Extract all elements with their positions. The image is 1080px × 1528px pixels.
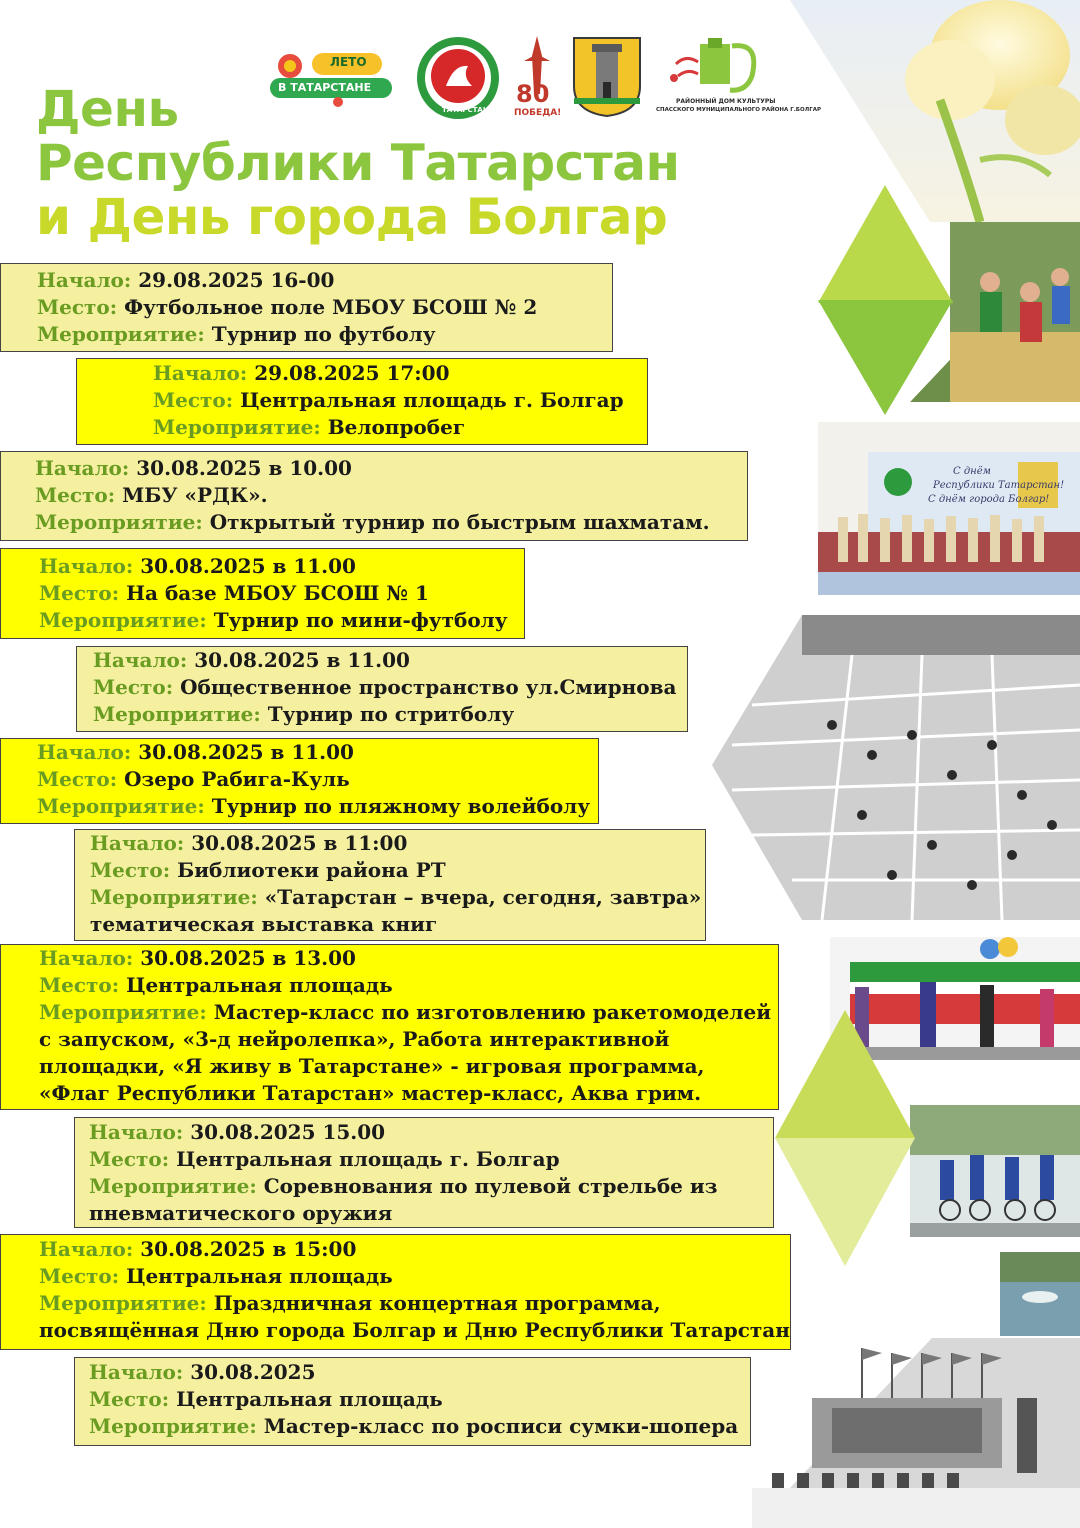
event-place-row <box>39 580 524 607</box>
event-description: Мастер-класс по изготовлению ракетомоделей <box>213 1000 772 1024</box>
event-place-row <box>37 766 598 793</box>
event-card-6 <box>0 738 599 824</box>
event-place-row <box>93 674 687 701</box>
event-place: Центральная площадь г. Болгар <box>240 388 624 412</box>
pobeda-number: 80 <box>516 80 550 108</box>
event-description: Соревнования по пулевой стрельбе из <box>263 1174 718 1198</box>
event-place-row <box>39 1263 790 1290</box>
event-label: Мероприятие: <box>39 1291 207 1315</box>
event-label: Мероприятие: <box>89 1414 257 1438</box>
event-start: 30.08.2025 <box>190 1360 316 1384</box>
event-description-line: площадки, «Я живу в Татарстане» - игровая программа, <box>39 1054 705 1078</box>
event-place: Центральная площадь <box>126 1264 393 1288</box>
event-start-row <box>39 1236 790 1263</box>
event-start: 30.08.2025 в 10.00 <box>136 456 352 480</box>
place-label: Место: <box>39 973 120 997</box>
event-start: 30.08.2025 в 15:00 <box>140 1237 357 1261</box>
event-place-row <box>35 482 747 509</box>
place-label: Место: <box>37 767 118 791</box>
start-label: Начало: <box>37 268 132 292</box>
event-place-row <box>39 972 778 999</box>
event-card-8 <box>0 944 779 1110</box>
event-label: Мероприятие: <box>39 608 207 632</box>
event-place: Футбольное поле МБОУ БСОШ № 2 <box>124 295 538 319</box>
place-label: Место: <box>90 858 171 882</box>
event-start: 29.08.2025 17:00 <box>254 361 450 385</box>
chess-square-photo <box>712 615 1080 920</box>
pobeda-logo <box>514 36 560 122</box>
event-description: Велопробег <box>327 415 466 439</box>
place-label: Место: <box>153 388 234 412</box>
start-label: Начало: <box>93 648 188 672</box>
event-description-line: пневматического оружия <box>89 1201 393 1225</box>
start-label: Начало: <box>90 831 185 855</box>
event-start-row <box>37 267 612 294</box>
event-start-row <box>90 830 705 857</box>
title-line-3: и День города Болгар <box>36 188 668 246</box>
event-description-row <box>39 607 524 634</box>
rdk-line1: РАЙОННЫЙ ДОМ КУЛЬТУРЫ <box>676 98 776 105</box>
event-card-1 <box>0 263 613 352</box>
event-description: Турнир по футболу <box>211 322 436 346</box>
old-square-photo <box>752 1338 1080 1528</box>
event-place-row <box>37 294 612 321</box>
leto-line2: В ТАТАРСТАНЕ <box>278 81 372 94</box>
emblem-label: ТАТАРСТАН <box>442 106 489 114</box>
green-triangle-3 <box>775 1010 915 1140</box>
event-place: Центральная площадь г. Болгар <box>176 1147 560 1171</box>
event-place-row <box>153 387 647 414</box>
start-label: Начало: <box>89 1360 184 1384</box>
event-card-7 <box>74 829 706 941</box>
event-description-line: «Флаг Республики Татарстан» мастер-класс, Аква грим. <box>39 1081 702 1105</box>
event-description: Турнир по мини-футболу <box>213 608 508 632</box>
event-description-row <box>37 321 612 348</box>
rdk-logo <box>656 36 822 118</box>
event-place: На базе МБОУ БСОШ № 1 <box>126 581 429 605</box>
event-description-row <box>89 1173 773 1200</box>
event-description-line: посвящённая Дню города Болгар и Дню Республики Татарстан <box>39 1318 790 1342</box>
event-description: Праздничная концертная программа, <box>213 1291 661 1315</box>
bolgar-coat-of-arms <box>572 36 642 118</box>
event-start: 30.08.2025 в 13.00 <box>140 946 356 970</box>
event-label: Мероприятие: <box>37 794 205 818</box>
event-description-row <box>153 414 647 441</box>
event-description-row <box>93 701 687 728</box>
event-place: Общественное пространство ул.Смирнова <box>180 675 677 699</box>
start-label: Начало: <box>39 1237 134 1261</box>
event-label: Мероприятие: <box>93 702 261 726</box>
event-description: Турнир по пляжному волейболу <box>211 794 591 818</box>
event-label: Мероприятие: <box>35 510 203 534</box>
place-label: Место: <box>39 581 120 605</box>
event-card-10 <box>0 1234 791 1350</box>
tatarstan-emblem <box>416 36 500 120</box>
event-description: Мастер-класс по росписи сумки-шопера <box>263 1414 739 1438</box>
banner-line-1: С днём <box>953 466 991 477</box>
event-card-2 <box>76 358 648 445</box>
event-place-row <box>90 857 705 884</box>
title-line-2: Республики Татарстан <box>36 134 680 192</box>
bicycle-photo <box>910 1105 1080 1237</box>
event-start: 30.08.2025 в 11:00 <box>191 831 408 855</box>
event-description-row <box>39 1290 790 1317</box>
start-label: Начало: <box>35 456 130 480</box>
banner-line-3: С днём города Болгар! <box>928 494 1050 505</box>
place-label: Место: <box>39 1264 120 1288</box>
event-start-row <box>35 455 747 482</box>
event-card-11 <box>74 1357 751 1446</box>
event-place: Озеро Рабига-Куль <box>124 767 350 791</box>
event-card-5 <box>76 646 688 732</box>
place-label: Место: <box>89 1147 170 1171</box>
event-description-row <box>35 509 747 536</box>
event-description-line: тематическая выставка книг <box>90 912 438 936</box>
event-description-row <box>39 999 778 1026</box>
event-label: Мероприятие: <box>37 322 205 346</box>
event-place: Центральная площадь <box>176 1387 443 1411</box>
start-label: Начало: <box>39 946 134 970</box>
stage-photo <box>818 422 1080 595</box>
place-label: Место: <box>35 483 116 507</box>
event-description-row <box>37 793 598 820</box>
event-description-row <box>90 884 705 911</box>
start-label: Начало: <box>39 554 134 578</box>
pobeda-text: ПОБЕДА! <box>514 108 562 118</box>
event-description: Турнир по стритболу <box>267 702 515 726</box>
event-start-row <box>39 553 524 580</box>
event-card-9 <box>74 1117 774 1228</box>
leto-logo <box>268 50 394 110</box>
event-start-row <box>153 360 647 387</box>
leto-line1: ЛЕТО <box>330 55 367 69</box>
event-start-row <box>89 1359 750 1386</box>
start-label: Начало: <box>37 740 132 764</box>
event-label: Мероприятие: <box>89 1174 257 1198</box>
banner-line-2: Республики Татарстан! <box>933 480 1065 491</box>
start-label: Начало: <box>89 1120 184 1144</box>
lake-photo <box>1000 1252 1080 1336</box>
place-label: Место: <box>89 1387 170 1411</box>
event-label: Мероприятие: <box>39 1000 207 1024</box>
start-label: Начало: <box>153 361 248 385</box>
event-place: МБУ «РДК». <box>122 483 268 507</box>
green-triangle-2 <box>818 300 953 420</box>
event-start-row <box>89 1119 773 1146</box>
event-description-line: с запуском, «3-д нейролепка», Работа интерактивной <box>39 1027 670 1051</box>
title-line-1: День <box>36 80 179 138</box>
event-start-row <box>37 739 598 766</box>
event-label: Мероприятие: <box>90 885 258 909</box>
event-place-row <box>89 1146 773 1173</box>
event-card-4 <box>0 548 525 639</box>
place-label: Место: <box>37 295 118 319</box>
event-start-row <box>39 945 778 972</box>
event-start: 30.08.2025 в 11.00 <box>140 554 356 578</box>
event-description-row <box>89 1413 750 1440</box>
event-label: Мероприятие: <box>153 415 321 439</box>
event-start-row <box>93 647 687 674</box>
event-start: 30.08.2025 в 11.00 <box>194 648 410 672</box>
place-label: Место: <box>93 675 174 699</box>
event-place: Центральная площадь <box>126 973 393 997</box>
event-place: Библиотеки района РТ <box>177 858 446 882</box>
green-triangle-4 <box>775 1138 915 1268</box>
event-start: 30.08.2025 в 11.00 <box>138 740 354 764</box>
event-description: Открытый турнир по быстрым шахматам. <box>209 510 710 534</box>
event-start: 29.08.2025 16-00 <box>138 268 335 292</box>
event-place-row <box>89 1386 750 1413</box>
rdk-line2: СПАССКОГО МУНИЦИПАЛЬНОГО РАЙОНА Г.БОЛГАР <box>656 107 822 113</box>
event-card-3 <box>0 451 748 541</box>
green-triangle-1 <box>818 185 953 310</box>
event-start: 30.08.2025 15.00 <box>190 1120 386 1144</box>
event-description: «Татарстан – вчера, сегодня, завтра» <box>264 885 702 909</box>
